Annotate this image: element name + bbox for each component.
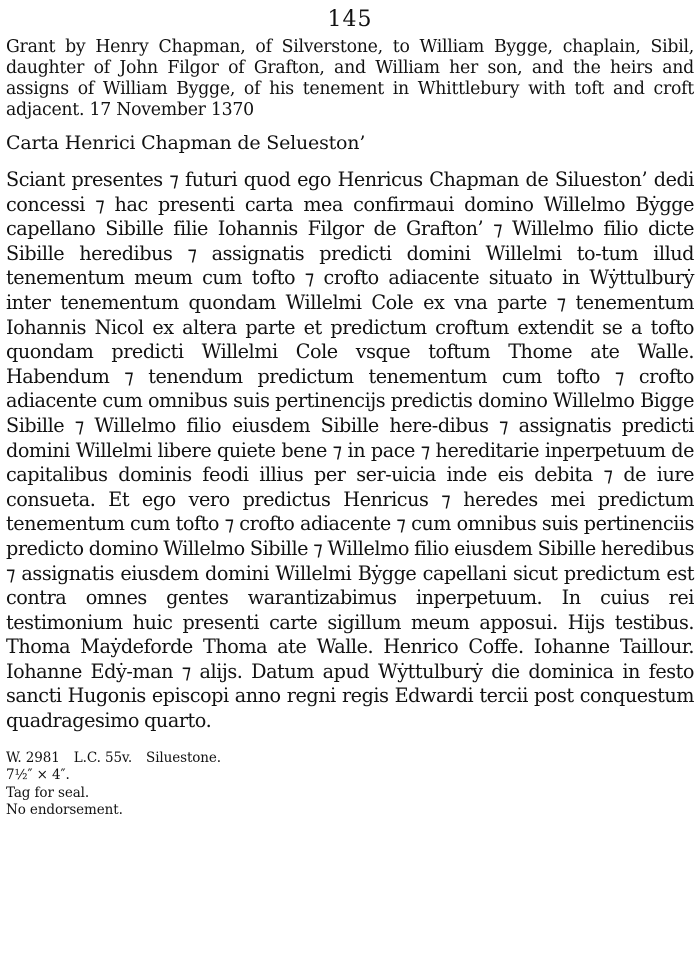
reference-line (6, 750, 694, 768)
reference-place: Siluestone. (146, 749, 221, 766)
document-page (6, 0, 694, 957)
page-number: 145 (327, 7, 373, 32)
seal-note: Tag for seal. (6, 784, 90, 801)
calendar-summary: Grant by Henry Chapman, of Silverstone, to William Bygge, chaplain, Sibil, daughter of John Filgor of Grafton, and William her son, and the heirs and assigns of William Bygge, of his tenement in Whittlebury with toft and croft adjacent. 17 November 1370 (6, 37, 694, 120)
archival-notes (6, 750, 694, 820)
reference-w: W. 2981 (6, 749, 60, 766)
dimensions-note: 7½″ × 4″. (6, 767, 70, 784)
endorsement-note: No endorsement. (6, 802, 123, 819)
charter-heading: Carta Henrici Chapman de Selueston’ (6, 132, 366, 154)
reference-lc: L.C. 55v. (73, 749, 133, 766)
charter-text: Sciant presentes ⁊ futuri quod ego Henricus Chapman de Silueston’ dedi concessi ⁊ hac presenti carta mea confirmaui domino Willelmo Bẏgge capellano Sibille filie Iohannis Filgor de Grafton’ ⁊ Willelmo filio dicte Sibille heredibus ⁊ assignatis predicti domini Willelmi to-tum illud tenementum meum cum tofto ⁊ crofto adiacente situato in Wẏttulburẏ inter tenementum quondam Willelmi Cole ex vna parte ⁊ tenementum Iohannis Nicol ex altera parte et predictum croftum extendit se a tofto quondam predicti Willelmi Cole vsque toftum Thome ate Walle. Habendum ⁊ tenendum predictum tenementum cum tofto ⁊ crofto adiacente cum omnibus suis pertinencijs predictis domino Willelmo Bigge Sibille ⁊ Willelmo filio eiusdem Sibille here-dibus ⁊ assignatis predicti domini Willelmi libere quiete bene ⁊ in pace ⁊ hereditarie inperpetuum de capitalibus dominis feodi illius per ser-uicia inde eis debita ⁊ de iure consueta. Et ego vero predictus Henricus ⁊ heredes mei predictum tenementum cum tofto ⁊ crofto adiacente ⁊ cum omnibus suis pertinenciis predicto domino Willelmo Sibille ⁊ Willelmo filio eiusdem Sibille heredibus ⁊ assignatis eiusdem domini Willelmi Bẏgge capellani sicut predictum est contra omnes gentes warantizabimus inperpetuum. In cuius rei testimonium huic presenti carte sigillum meum apposui. Hijs testibus. Thoma Maẏdeforde Thoma ate Walle. Henrico Coffe. Iohanne Taillour. Iohanne Edẏ-man ⁊ alijs. Datum apud Wẏttulburẏ die dominica in festo sancti Hugonis episcopi anno regni regis Edwardi tercii post conquestum quadragesimo quarto. (6, 168, 694, 733)
